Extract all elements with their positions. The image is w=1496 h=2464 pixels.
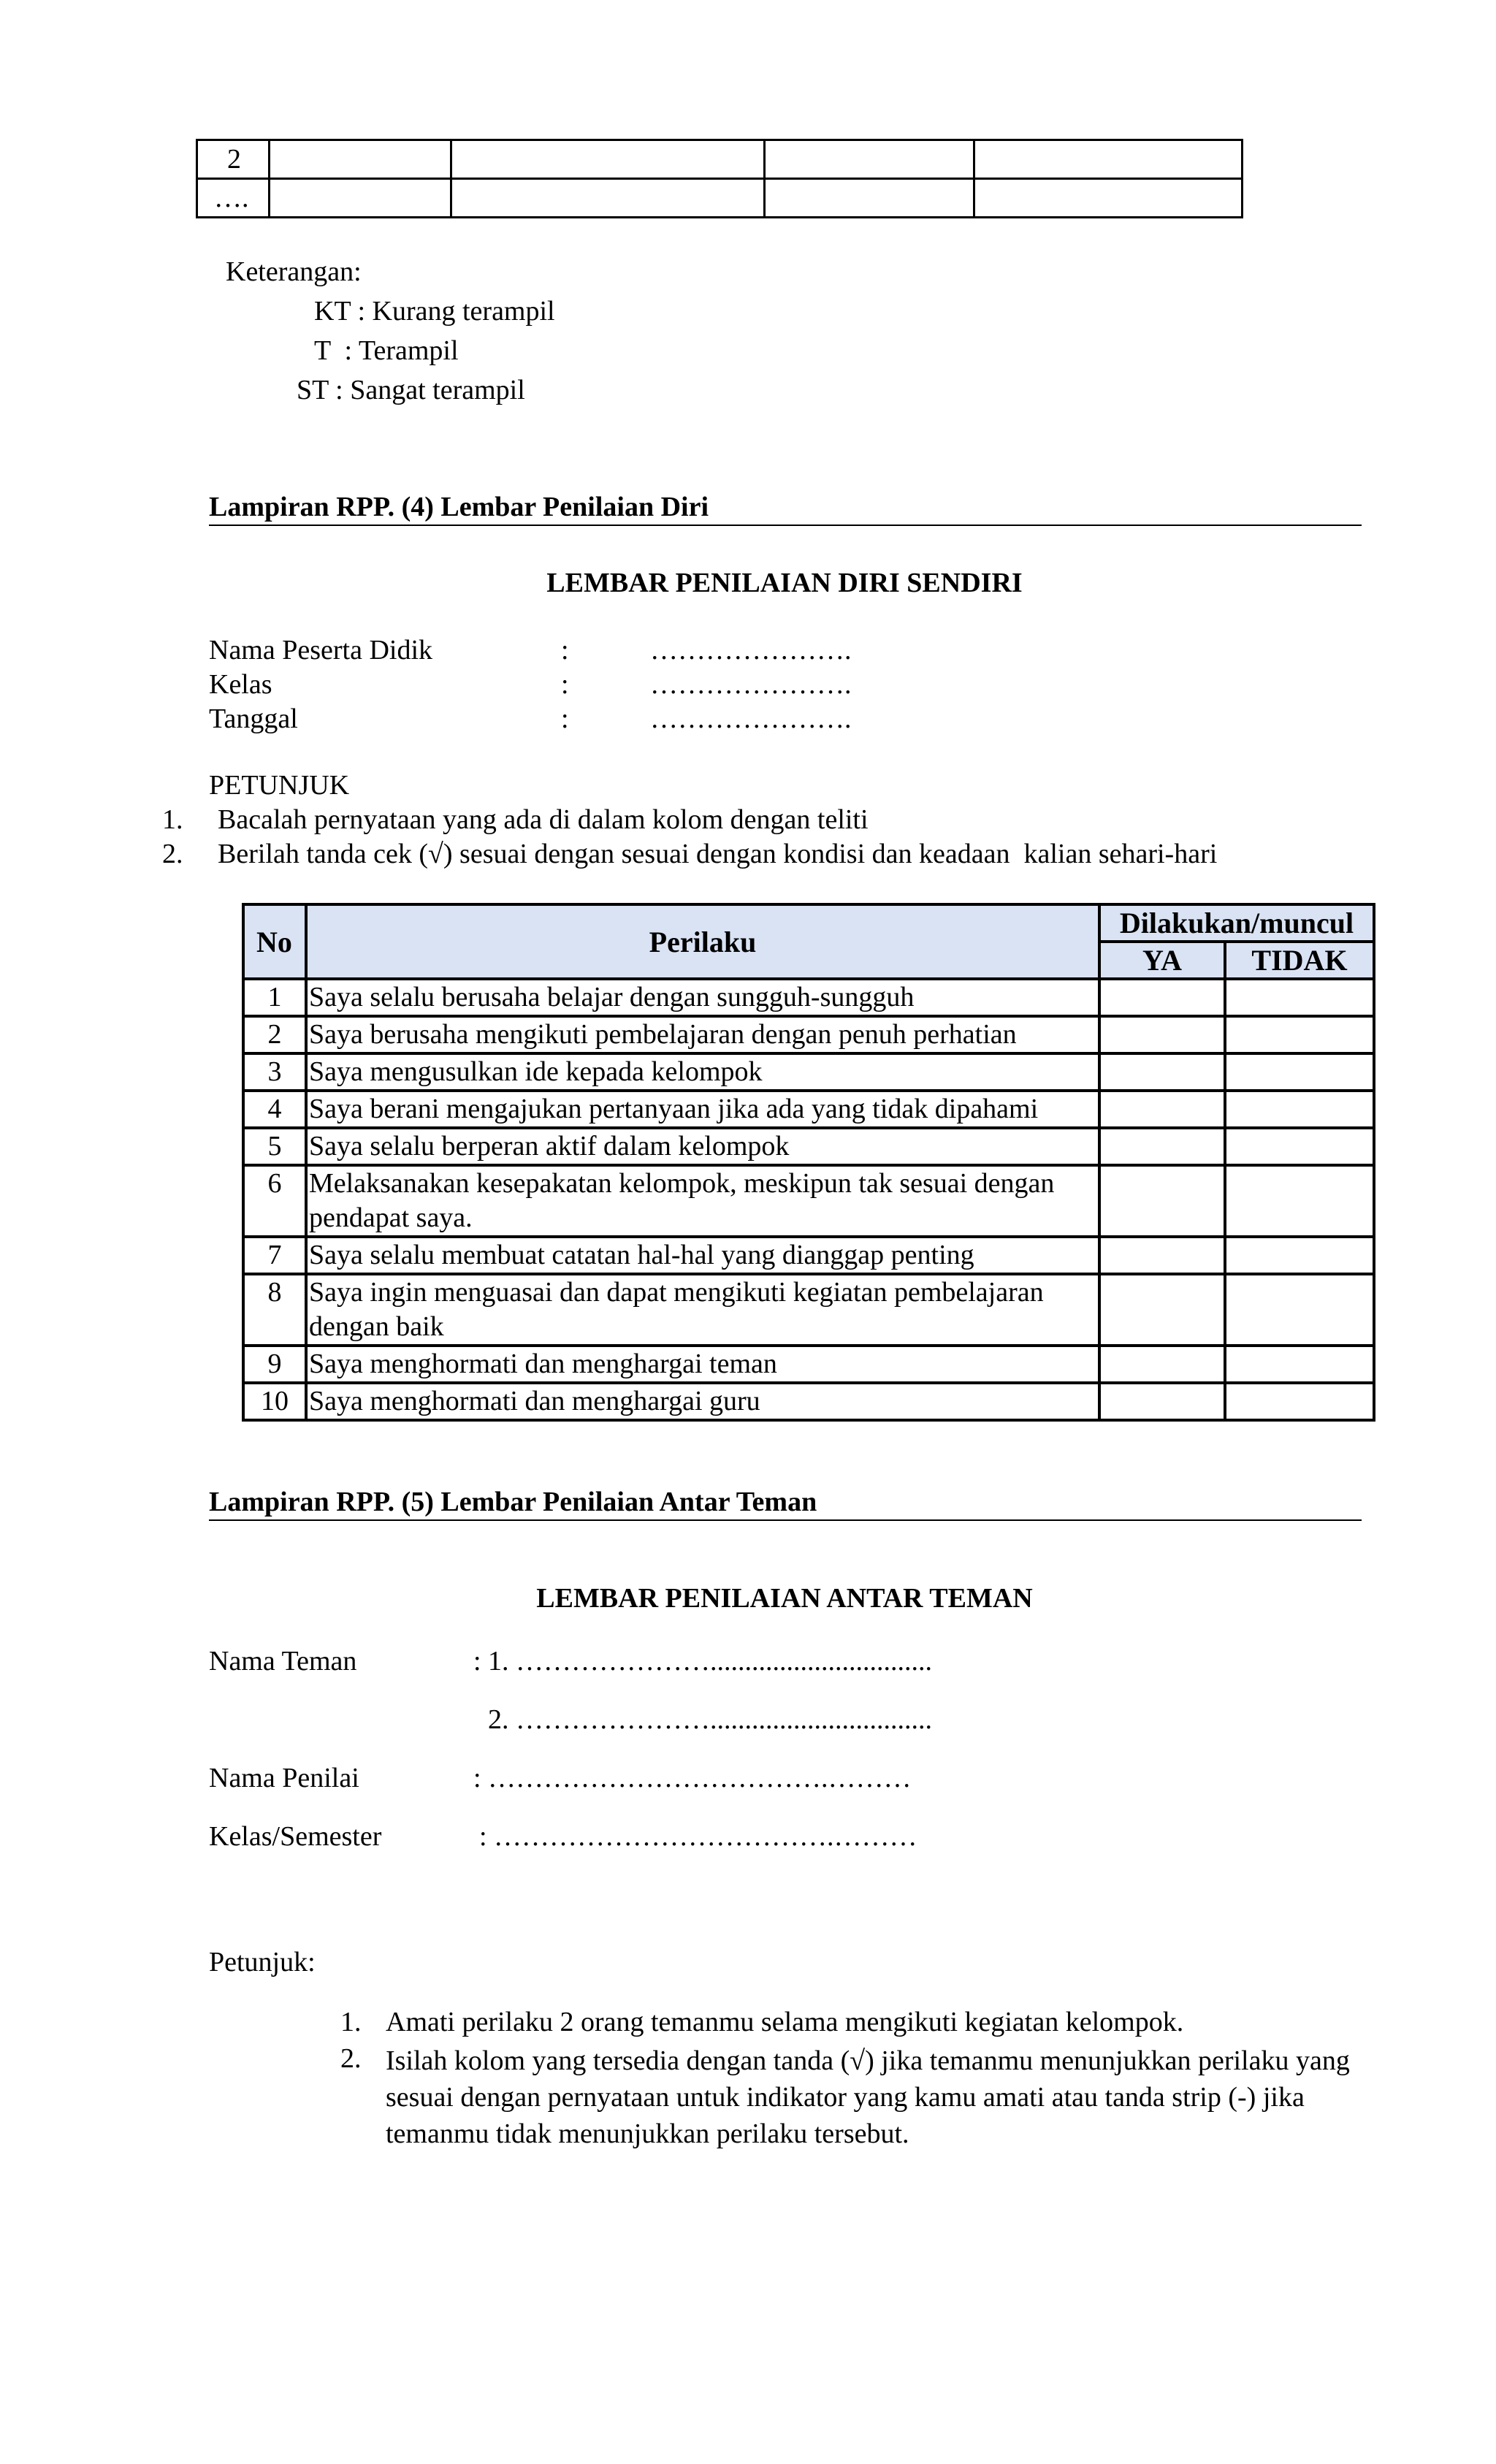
- table-row: [243, 1237, 1374, 1274]
- checkbox-cell-tidak[interactable]: [1225, 1237, 1374, 1274]
- page-title-penilaian-diri: LEMBAR PENILAIAN DIRI SENDIRI: [546, 568, 1023, 598]
- row-number: 7: [243, 1237, 306, 1274]
- table-cell: [974, 179, 1243, 218]
- column-header-dilakukan: Dilakukan/muncul: [1099, 904, 1374, 942]
- table-row: [243, 1274, 1374, 1346]
- field-value-nama-teman-1: : 1. …………………................................: [473, 1646, 933, 1677]
- row-number: 4: [243, 1091, 306, 1128]
- field-value-nama: ………………….: [650, 635, 852, 665]
- table-cell: [765, 179, 974, 218]
- page-title-antar-teman: LEMBAR PENILAIAN ANTAR TEMAN: [536, 1583, 1033, 1614]
- table-header-row: [243, 904, 1374, 942]
- checkbox-cell-ya[interactable]: [1099, 1237, 1225, 1274]
- checkbox-cell-ya[interactable]: [1099, 1016, 1225, 1053]
- field-value-kelas-semester: : ……………………………….………: [479, 1821, 917, 1852]
- checkbox-cell-tidak[interactable]: [1225, 1165, 1374, 1237]
- table-row: [197, 140, 1243, 179]
- field-label-nama-penilai: Nama Penilai: [209, 1763, 359, 1793]
- row-number: 3: [243, 1053, 306, 1091]
- table-cell: [765, 140, 974, 179]
- heading-underline: [209, 525, 1362, 526]
- row-number: 1: [243, 979, 306, 1016]
- checkbox-cell-ya[interactable]: [1099, 1091, 1225, 1128]
- row-number: 6: [243, 1165, 306, 1237]
- row-behavior: Saya ingin menguasai dan dapat mengikuti kegiatan pembelajaran dengan baik: [306, 1274, 1099, 1346]
- keterangan-label: Keterangan:: [226, 256, 362, 287]
- checkbox-cell-tidak[interactable]: [1225, 1016, 1374, 1053]
- instruction-text: Bacalah pernyataan yang ada di dalam kolom dengan teliti: [218, 804, 869, 835]
- column-header-ya: YA: [1099, 942, 1225, 979]
- section-heading-4: Lampiran RPP. (4) Lembar Penilaian Diri: [209, 492, 709, 522]
- field-label-nama-teman: Nama Teman: [209, 1646, 357, 1677]
- checkbox-cell-ya[interactable]: [1099, 1053, 1225, 1091]
- table-cell: [974, 140, 1243, 179]
- keterangan-item-st: ST : Sangat terampil: [297, 375, 525, 405]
- heading-underline: [209, 1519, 1362, 1521]
- table-row: [243, 1165, 1374, 1237]
- checkbox-cell-ya[interactable]: [1099, 979, 1225, 1016]
- table-row: [243, 1053, 1374, 1091]
- table-cell: [270, 179, 451, 218]
- instruction-number: 2.: [162, 839, 183, 869]
- checkbox-cell-tidak[interactable]: [1225, 1053, 1374, 1091]
- checkbox-cell-tidak[interactable]: [1225, 1346, 1374, 1383]
- row-behavior: Saya selalu berperan aktif dalam kelompok: [306, 1128, 1099, 1165]
- field-label-kelas-semester: Kelas/Semester: [209, 1821, 382, 1852]
- row-behavior: Saya menghormati dan menghargai teman: [306, 1346, 1099, 1383]
- column-header-no: No: [243, 904, 306, 979]
- instruction-number: 1.: [162, 804, 183, 835]
- petunjuk-label: Petunjuk:: [209, 1947, 316, 1977]
- checkbox-cell-tidak[interactable]: [1225, 1128, 1374, 1165]
- row-number: 2: [197, 140, 270, 179]
- row-number: 2: [243, 1016, 306, 1053]
- petunjuk-label: PETUNJUK: [209, 770, 350, 801]
- checkbox-cell-tidak[interactable]: [1225, 979, 1374, 1016]
- checkbox-cell-ya[interactable]: [1099, 1165, 1225, 1237]
- field-sep: :: [561, 635, 569, 665]
- row-behavior: Saya berani mengajukan pertanyaan jika ada yang tidak dipahami: [306, 1091, 1099, 1128]
- checkbox-cell-tidak[interactable]: [1225, 1274, 1374, 1346]
- checkbox-cell-tidak[interactable]: [1225, 1383, 1374, 1420]
- table-row: [243, 1016, 1374, 1053]
- field-label-nama: Nama Peserta Didik: [209, 635, 433, 665]
- row-number: 8: [243, 1274, 306, 1346]
- checkbox-cell-ya[interactable]: [1099, 1274, 1225, 1346]
- field-value-nama-teman-2: 2. …………………................................: [488, 1704, 932, 1735]
- checkbox-cell-ya[interactable]: [1099, 1128, 1225, 1165]
- row-number: 10: [243, 1383, 306, 1420]
- row-behavior: Saya berusaha mengikuti pembelajaran dengan penuh perhatian: [306, 1016, 1099, 1053]
- table-row: [243, 1383, 1374, 1420]
- instruction-number: 2.: [340, 2043, 362, 2074]
- keterangan-item-kt: KT : Kurang terampil: [314, 296, 555, 327]
- column-header-perilaku: Perilaku: [306, 904, 1099, 979]
- checkbox-cell-ya[interactable]: [1099, 1346, 1225, 1383]
- field-label-tanggal: Tanggal: [209, 703, 298, 734]
- row-behavior: Saya selalu membuat catatan hal-hal yang dianggap penting: [306, 1237, 1099, 1274]
- table-cell: [451, 140, 765, 179]
- instruction-number: 1.: [340, 2007, 362, 2037]
- table-row: [243, 1346, 1374, 1383]
- table-row: [243, 1128, 1374, 1165]
- field-value-kelas: ………………….: [650, 669, 852, 700]
- row-behavior: Saya mengusulkan ide kepada kelompok: [306, 1053, 1099, 1091]
- table-cell: [270, 140, 451, 179]
- table-row: [243, 1091, 1374, 1128]
- top-fragment-table: [196, 139, 1243, 218]
- table-row: [197, 179, 1243, 218]
- table-row: [243, 979, 1374, 1016]
- row-number: ….: [197, 179, 270, 218]
- row-number: 5: [243, 1128, 306, 1165]
- instruction-text: Isilah kolom yang tersedia dengan tanda (√) jika temanmu menunjukkan perilaku yang sesuai dengan pernyataan untuk indikator yang kamu amati atau tanda strip (-) jika temanmu tidak menunjukkan perilaku tersebut.: [386, 2045, 1350, 2149]
- column-header-tidak: TIDAK: [1225, 942, 1374, 979]
- instruction-text: Amati perilaku 2 orang temanmu selama mengikuti kegiatan kelompok.: [386, 2007, 1184, 2037]
- self-assessment-table: [242, 903, 1375, 1422]
- field-label-kelas: Kelas: [209, 669, 272, 700]
- row-number: 9: [243, 1346, 306, 1383]
- field-value-tanggal: ………………….: [650, 703, 852, 734]
- row-behavior: Saya menghormati dan menghargai guru: [306, 1383, 1099, 1420]
- section-heading-5: Lampiran RPP. (5) Lembar Penilaian Antar Teman: [209, 1487, 817, 1517]
- instruction-text: Berilah tanda cek (√) sesuai dengan sesuai dengan kondisi dan keadaan kalian sehari-hari: [218, 839, 1218, 869]
- table-cell: [451, 179, 765, 218]
- field-value-nama-penilai: : ……………………………….………: [473, 1763, 912, 1793]
- field-sep: :: [561, 669, 569, 700]
- checkbox-cell-ya[interactable]: [1099, 1383, 1225, 1420]
- checkbox-cell-tidak[interactable]: [1225, 1091, 1374, 1128]
- row-behavior: Saya selalu berusaha belajar dengan sungguh-sungguh: [306, 979, 1099, 1016]
- field-sep: :: [561, 703, 569, 734]
- row-behavior: Melaksanakan kesepakatan kelompok, meskipun tak sesuai dengan pendapat saya.: [306, 1165, 1099, 1237]
- keterangan-item-t: T : Terampil: [314, 335, 459, 366]
